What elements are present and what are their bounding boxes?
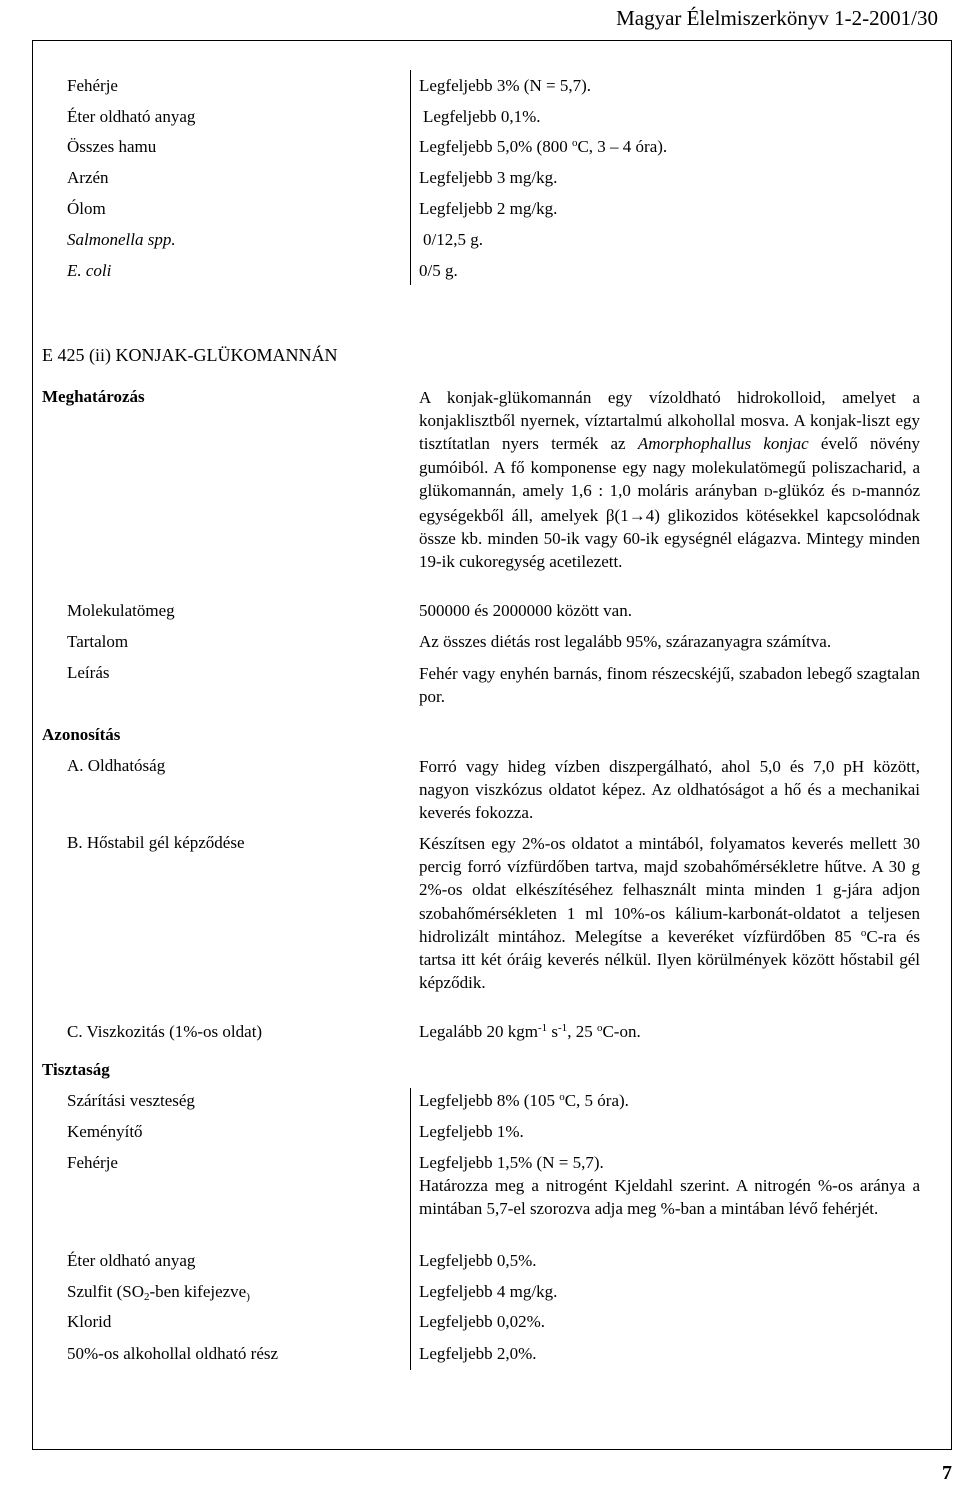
value-olom: Legfeljebb 2 mg/kg. (419, 199, 558, 218)
label-tartalom: Tartalom (67, 632, 129, 651)
section-title: E 425 (ii) KONJAK-GLÜKOMANNÁN (42, 345, 338, 365)
column-divider-bottom (410, 1088, 411, 1370)
running-header: Magyar Élelmiszerkönyv 1-2-2001/30 (616, 6, 938, 30)
label-szulfit: Szulfit ($SO_2$-ben kifejezve$_)$ (67, 1282, 250, 1303)
value-salmonella: 0/12,5 g. (423, 230, 483, 249)
value-kemenyito: Legfeljebb 1%. (419, 1122, 524, 1141)
feherje-note: Határozza meg a nitrogént Kjeldahl szerint. A nitrogén %-os aránya a mintában 5,7-el szorozva adja meg %-ban a mintában lévő fehérjét. (419, 1176, 920, 1219)
label-hostabil-gel: B. Hőstabil gél képződése (67, 833, 245, 852)
value-klorid: Legfeljebb 0,02%. (419, 1312, 546, 1331)
label-szaritasi: Szárítási veszteség (67, 1091, 195, 1110)
value-feherje-2: Legfeljebb 1,5% (N = 5,7). (419, 1153, 604, 1172)
label-salmonella: Salmonella spp. (67, 230, 176, 249)
label-oldhatosag: A. Oldhatóság (67, 756, 166, 775)
value-szulfit: Legfeljebb 4 mg/kg. (419, 1282, 558, 1301)
value-molekulatomeg: 500000 és 2000000 között van. (419, 601, 632, 620)
value-feherje: Legfeljebb 3% (N = 5,7). (419, 76, 591, 95)
value-eter: Legfeljebb 0,1%. (423, 107, 541, 126)
page-number: 7 (942, 1462, 952, 1484)
label-feherje: Fehérje (67, 76, 118, 95)
label-alkohol: 50%-os alkohollal oldható rész (67, 1344, 279, 1363)
label-feherje-2: Fehérje (67, 1153, 118, 1172)
label-viszkozitas: C. Viszkozitás (1%-os oldat) (67, 1022, 263, 1041)
label-kemenyito: Keményítő (67, 1122, 143, 1141)
label-klorid: Klorid (67, 1312, 112, 1331)
value-alkohol: Legfeljebb 2,0%. (419, 1344, 537, 1363)
value-szaritasi: Legfeljebb 8% (105 $^o$C, 5 óra). (419, 1091, 629, 1110)
value-tartalom: Az összes diétás rost legalább 95%, szárazanyagra számítva. (419, 632, 832, 651)
meghatarozas-text: A konjak-glükomannán egy vízoldható hidrokolloid, amelyet a konjaklisztből nyernek, víztartalmú alkohollal mosva. A konjak-liszt egy tisztítatlan nyers termék az Amorphophallus konjac évelő növény gumóiból. A fő komponense egy nagy molekulatömegű poliszacharid, a glükomannán, amely 1,6 : 1,0 moláris arányban D-glükóz és D-mannóz egységekből áll, amelyek β(1→4) glikozidos kötésekkel kapcsolódnak össze kb. minden 50-ik vagy 60-ik egységnél elágazva. Mintegy minden 19-ik cukoregység acetilezett. (419, 388, 921, 572)
label-olom: Ólom (67, 199, 106, 218)
value-hamu: Legfeljebb 5,0% (800 $^o$C, 3 – 4 óra). (419, 137, 668, 156)
label-meghatarozas: Meghatározás (42, 387, 145, 406)
value-arzen: Legfeljebb 3 mg/kg. (419, 168, 558, 187)
value-viszkozitas: Legalább 20 kgm$^{-1}$ $s^{-1}$, 25 $^o$C-on. (419, 1022, 641, 1041)
label-leiras: Leírás (67, 663, 110, 682)
column-divider-top (410, 70, 411, 285)
label-eter-2: Éter oldható anyag (67, 1251, 196, 1270)
label-tisztasag: Tisztaság (42, 1060, 110, 1079)
value-ecoli: 0/5 g. (419, 261, 458, 280)
label-arzen: Arzén (67, 168, 109, 187)
label-azonositas: Azonosítás (42, 725, 121, 744)
label-eter: Éter oldható anyag (67, 107, 196, 126)
value-eter-2: Legfeljebb 0,5%. (419, 1251, 537, 1270)
oldhatosag-text: Forró vagy hideg vízben diszpergálható, ahol 5,0 és 7,0 pH között, nagyon viszkózus oldatot képez. Az oldhatóságot a hő és a mechanikai keverés fokozza. (419, 757, 920, 823)
label-ecoli: E. coli (67, 261, 112, 280)
document-frame (32, 40, 952, 1450)
value-leiras: Fehér vagy enyhén barnás, finom részecskéjű, szabadon lebegő szagtalan por. (419, 664, 920, 707)
label-molekulatomeg: Molekulatömeg (67, 601, 175, 620)
label-hamu: Összes hamu (67, 137, 157, 156)
hostabil-gel-text: Készítsen egy 2%-os oldatot a mintából, folyamatos keverés mellett 30 percig forró vízfürdőben tartva, majd szobahőmérsékletre hűtve. A 30 g 2%-os oldat elkészítéséhez felhasznált minta minden 1 g-jára adjon szobahőmérsékleten 1 ml 10%-os kálium-karbonát-oldatot a teljesen hidrolizált mintához. Melegítse a keveréket vízfürdőben 85 $^o$C-ra és tartsa itt két óráig keverés nélkül. Ilyen körülmények között hőstabil gél képződik. (419, 834, 920, 993)
